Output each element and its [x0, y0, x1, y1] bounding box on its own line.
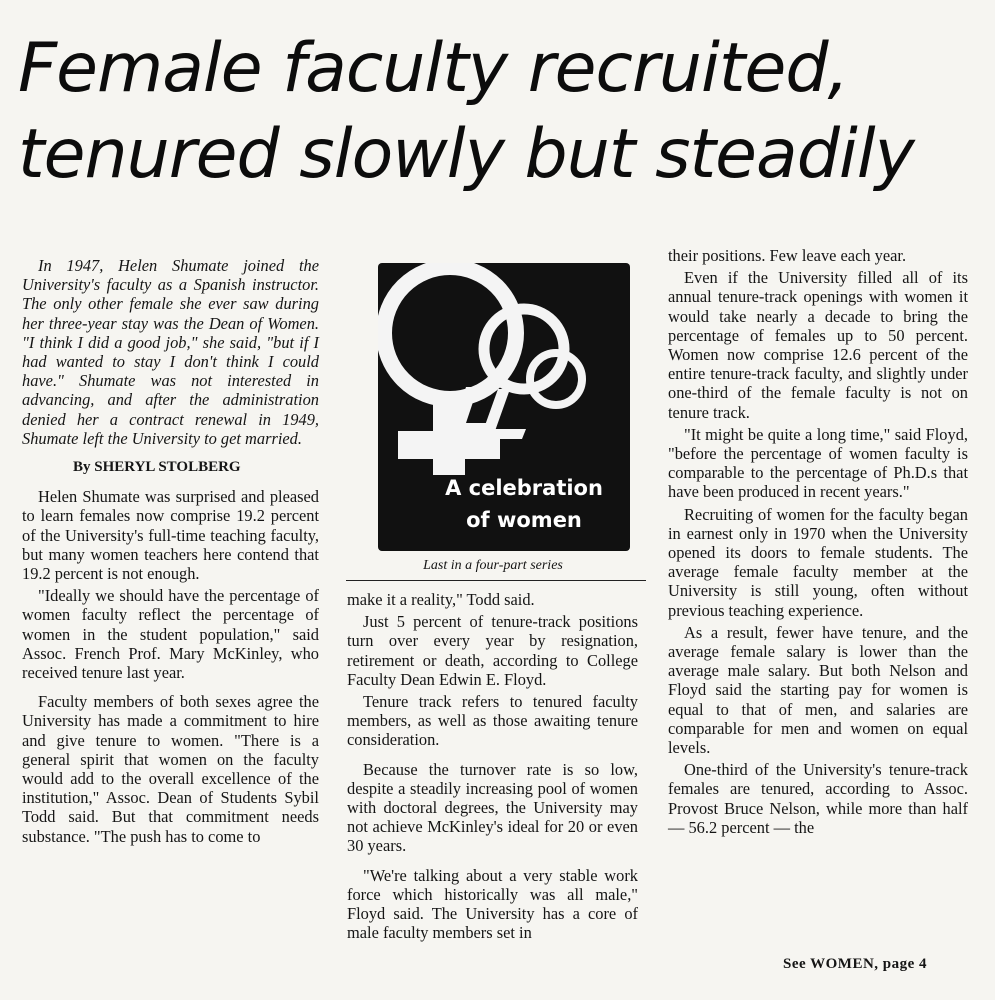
byline: By SHERYL STOLBERG: [73, 459, 241, 476]
body-paragraph: One-third of the University's tenure-track females are tenured, according to Assoc. Provost Bruce Nelson, while more than half — 56.2 percent — the: [668, 760, 968, 837]
column-2: [347, 590, 638, 952]
body-paragraph: "We're talking about a very stable work force which historically was all male," Floyd said. The University has a core of male faculty members set in: [347, 865, 638, 943]
body-paragraph: Faculty members of both sexes agree the University has made a commitment to hire and give tenure to women. "There is a general spirit that women on the faculty would add to the overall excellence of the institution," Assoc. Dean of Students Sybil Todd said. But that commitment needs substance. "The push has to come to: [22, 692, 319, 846]
column-1: [22, 256, 319, 856]
body-paragraph: Helen Shumate was surprised and pleased to learn females now comprise 19.2 percent of the University's full-time teaching faculty, but many women teachers here contend that 19.2 percent is not enough.: [22, 487, 319, 584]
body-paragraph: Tenure track refers to tenured faculty members, as well as those awaiting tenure consideration.: [347, 692, 638, 750]
body-paragraph: As a result, fewer have tenure, and the average female salary is lower than the average male salary. But both Nelson and Floyd said the starting pay for women is equal to that of men, and salaries are comparable for men and women on equal levels.: [668, 622, 968, 758]
column-3: [668, 246, 968, 840]
body-paragraph: "It might be quite a long time," said Floyd, "before the percentage of women faculty is comparable to the percentage of Ph.D.s that have been produced in recent years.": [668, 424, 968, 502]
headline-line-1: Female faculty recruited,: [18, 29, 849, 108]
divider-rule: [346, 580, 646, 581]
celebration-of-women-logo: [378, 263, 630, 551]
jump-line: See WOMEN, page 4: [783, 956, 928, 972]
body-paragraph: "Ideally we should have the percentage of women faculty reflect the percentage of women in the student population," said Assoc. French Prof. Mary McKinley, who received tenure last year.: [22, 586, 319, 683]
article-headline: [18, 26, 978, 198]
logo-caption-line-1: A celebration: [445, 476, 603, 500]
body-paragraph: Recruiting of women for the faculty began in earnest only in 1970 when the University opened its doors to female students. The average female faculty member at the University is still young, often without previous teaching experience.: [668, 504, 968, 620]
body-paragraph: Even if the University filled all of its annual tenure-track openings with women it would take nearly a decade to bring the percentage of females up to 50 percent. Women now comprise 12.6 percent of the entire tenure-track faculty, and slightly under one-third of the female faculty is not on tenure track.: [668, 268, 968, 422]
logo-caption-line-2: of women: [466, 508, 582, 532]
intro-paragraph: In 1947, Helen Shumate joined the University's faculty as a Spanish instructor. The only other female she ever saw during her three-year stay was the Dean of Women. "I think I did a good job," she said, "but if I had wanted to stay I don't think I could have." Shumate was not interested in advancing, and after the administration denied her a contract renewal in 1949, Shumate left the University to get married.: [22, 256, 319, 448]
body-paragraph: make it a reality," Todd said.: [347, 590, 535, 609]
body-paragraph: Because the turnover rate is so low, despite a steadily increasing pool of women with doctoral degrees, the University may not achieve McKinley's ideal for 20 or even 30 years.: [347, 759, 638, 856]
series-label: Last in a four-part series: [423, 558, 563, 573]
body-paragraph: their positions. Few leave each year.: [668, 246, 907, 265]
headline-line-2: tenured slowly but steadily: [18, 115, 914, 194]
body-paragraph: Just 5 percent of tenure-track positions turn over every year by resignation, retirement or death, according to College Faculty Dean Edwin E. Floyd.: [347, 612, 638, 689]
